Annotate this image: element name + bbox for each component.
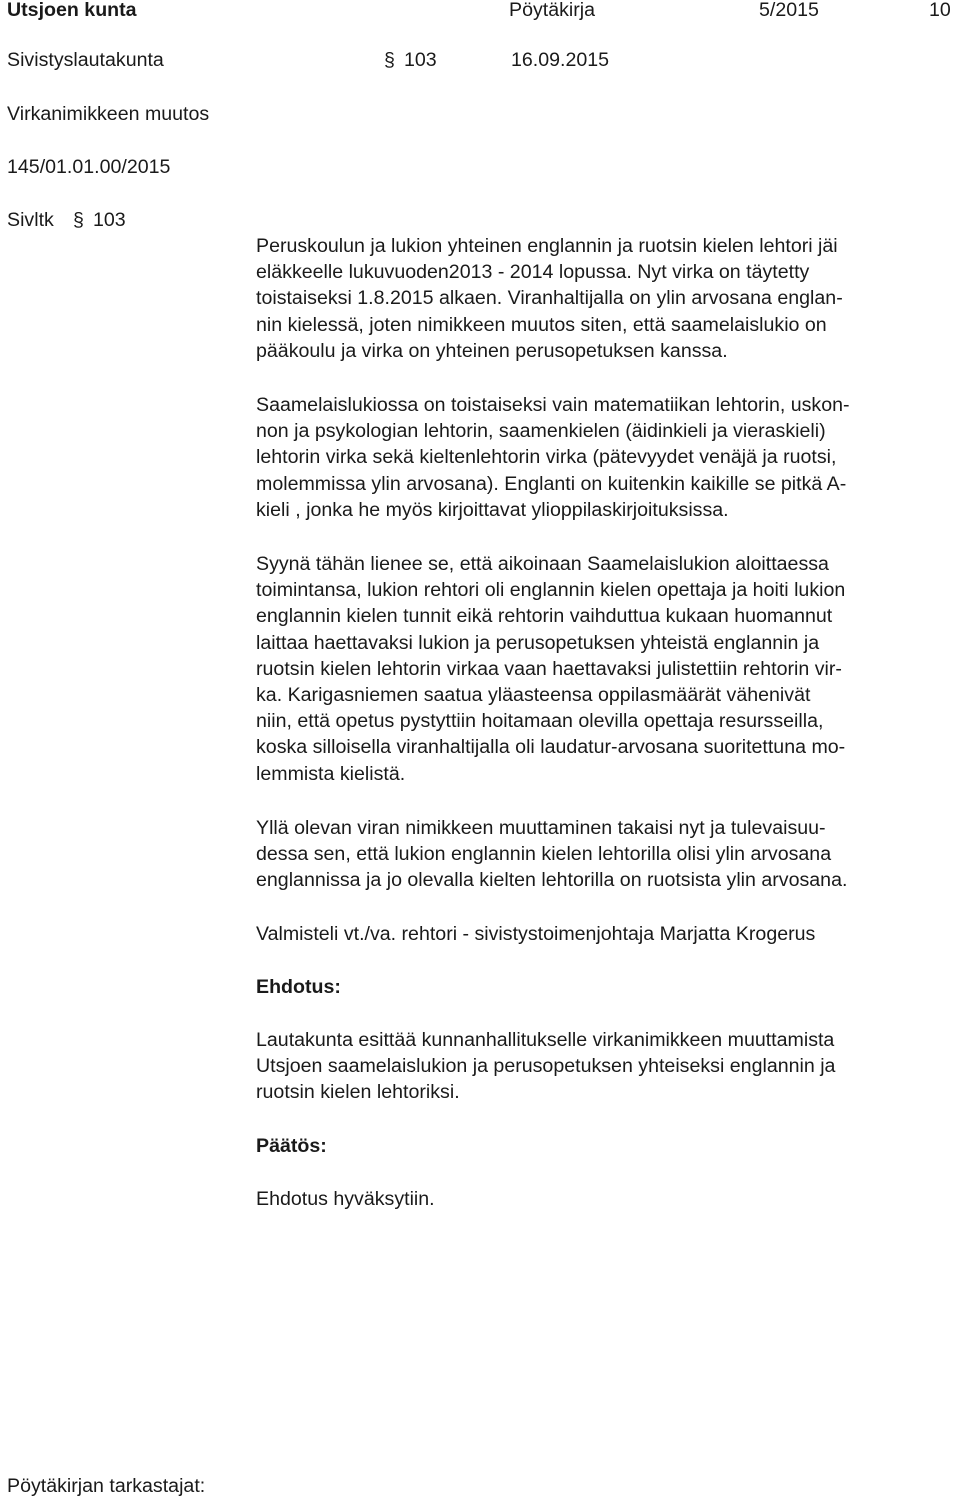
- text-line: pääkoulu ja virka on yhteinen perusopetuksen kanssa.: [256, 339, 728, 362]
- text-line: ruotsin kielen lehtorin virkaa vaan haettavaksi julistettiin rehtorin vir-: [256, 657, 842, 680]
- text-line: kieli , jonka he myös kirjoittavat ylioppilaskirjoituksissa.: [256, 498, 729, 521]
- text-line: ruotsin kielen lehtoriksi.: [256, 1081, 460, 1104]
- meeting-number: 5/2015: [759, 0, 819, 21]
- text-line: Yllä olevan viran nimikkeen muuttaminen takaisi nyt ja tulevaisuu-: [256, 817, 826, 839]
- text-line: toimintansa, lukion rehtori oli englannin kielen opettaja ja hoiti lukion: [256, 579, 846, 602]
- paragraph-justification: [256, 815, 960, 894]
- text-line: ka. Karigasniemen saatua yläasteensa oppilasmäärät vähenivät: [256, 683, 811, 706]
- document-type: Pöytäkirja: [509, 0, 596, 21]
- case-reference-number: 145/01.01.00/2015: [7, 156, 171, 178]
- paragraph-history: [256, 551, 960, 787]
- case-reference-section: 103: [93, 209, 126, 231]
- page-number: 10: [929, 0, 951, 21]
- text-line: lemmista kielistä.: [256, 762, 406, 785]
- decision-heading: Päätös:: [256, 1135, 327, 1157]
- case-reference-board: Sivltk: [7, 209, 54, 231]
- paragraph-current-posts: [256, 392, 960, 523]
- case-reference-symbol: §: [73, 209, 84, 231]
- decision-text: Ehdotus hyväksytiin.: [256, 1188, 435, 1210]
- text-line: dessa sen, että lukion englannin kielen lehtorilla olisi ylin arvosana: [256, 843, 832, 866]
- text-line: Syynä tähän lienee se, että aikoinaan Saamelaislukion aloittaessa: [256, 553, 829, 575]
- paragraph-background: [256, 233, 960, 364]
- text-line: non ja psykologian lehtorin, saamenkielen (äidinkieli ja vieraskieli): [256, 420, 826, 443]
- text-line: laittaa haettavaksi lukion ja perusopetuksen yhteistä englannin ja: [256, 631, 820, 654]
- municipality-name: Utsjoen kunta: [7, 0, 137, 21]
- text-line: englannissa ja jo olevalla kielten lehtorilla on ruotsista ylin arvosana.: [256, 869, 848, 892]
- text-line: koska silloisella viranhaltijalla oli laudatur-arvosana suoritettuna mo-: [256, 736, 846, 759]
- text-line: Peruskoulun ja lukion yhteinen englannin ja ruotsin kielen lehtori jäi: [256, 235, 838, 257]
- text-line: englannin kielen tunnit eikä rehtorin vaihduttua kukaan huomannut: [256, 605, 833, 628]
- text-line: Utsjoen saamelaislukion ja perusopetuksen yhteiseksi englannin ja: [256, 1055, 836, 1078]
- text-line: niin, että opetus pystyttiin hoitamaan olevilla opettaja resursseilla,: [256, 710, 824, 733]
- meeting-date: 16.09.2015: [511, 49, 610, 71]
- text-line: Lautakunta esittää kunnanhallitukselle virkanimikkeen muuttamista: [256, 1029, 835, 1051]
- text-line: eläkkeelle lukuvuoden2013 - 2014 lopussa. Nyt virka on täytetty: [256, 261, 810, 284]
- text-line: Saamelaislukiossa on toistaiseksi vain matematiikan lehtorin, uskon-: [256, 394, 850, 416]
- section-number: 103: [404, 49, 437, 71]
- reviewers-label: Pöytäkirjan tarkastajat:: [7, 1475, 206, 1497]
- text-line: toistaiseksi 1.8.2015 alkaen. Viranhaltijalla on ylin arvosana englan-: [256, 287, 843, 310]
- preparer-line: Valmisteli vt./va. rehtori - sivistystoimenjohtaja Marjatta Krogerus: [256, 923, 816, 945]
- proposal-heading: Ehdotus:: [256, 976, 341, 998]
- case-title: Virkanimikkeen muutos: [7, 103, 210, 125]
- section-symbol: §: [384, 49, 395, 71]
- proposal-text: [256, 1027, 960, 1106]
- text-line: molemmissa ylin arvosana). Englanti on kuitenkin kaikille se pitkä A-: [256, 472, 847, 495]
- text-line: nin kielessä, joten nimikkeen muutos siten, että saamelaislukio on: [256, 313, 827, 336]
- text-line: lehtorin virka sekä kieltenlehtorin virka (pätevyydet venäjä ja ruotsi,: [256, 446, 837, 469]
- board-name: Sivistyslautakunta: [7, 49, 164, 71]
